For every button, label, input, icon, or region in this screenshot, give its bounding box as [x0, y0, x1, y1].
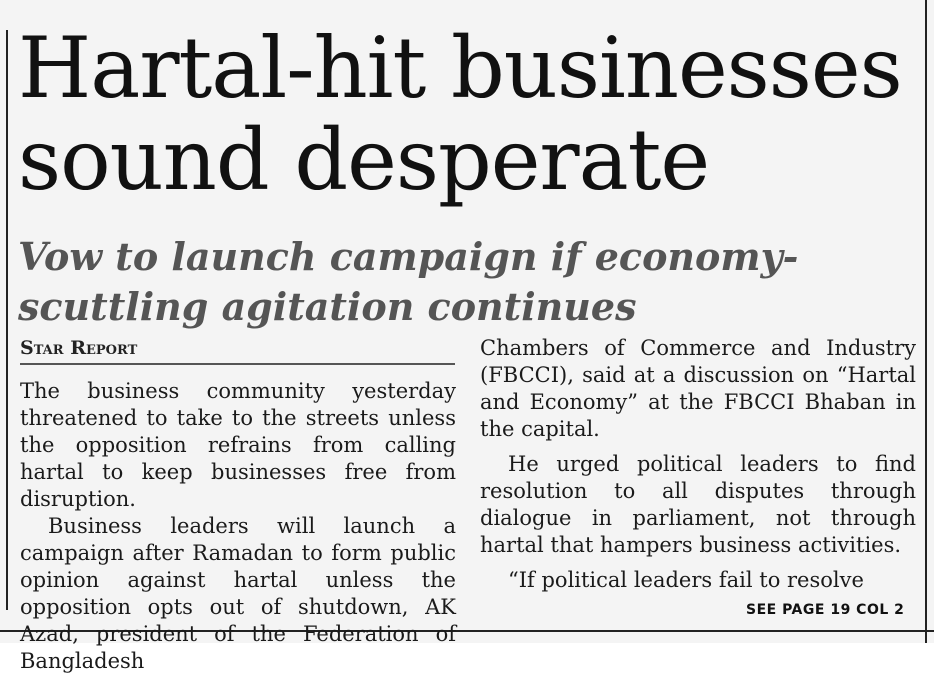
right-border-rule	[925, 0, 927, 643]
paragraph: “If political leaders fail to resolve	[508, 568, 864, 592]
article-column-1	[20, 378, 456, 675]
byline: Star Report	[20, 337, 455, 365]
subheadline: Vow to launch campaign if economy-scuttling agitation continues	[18, 234, 799, 329]
paragraph: Business leaders will launch a campaign after Ramadan to form public opinion against hartal unless the opposition opts out of shutdown, AK Azad, president of the Federation of Bangladesh	[20, 514, 456, 673]
paragraph: He urged political leaders to find resolution to all disputes through dialogue in parliament, not through hartal that hampers business activities.	[480, 452, 916, 557]
left-column-rule	[6, 30, 8, 610]
article-column-2	[480, 335, 916, 594]
paragraph: Chambers of Commerce and Industry (FBCCI), said at a discussion on “Hartal and Economy” at the FBCCI Bhaban in the capital.	[480, 336, 916, 441]
headline: Hartal-hit businesses sound desperate	[18, 19, 902, 209]
paragraph: The business community yesterday threatened to take to the streets unless the opposition refrains from calling hartal to keep businesses free from disruption.	[20, 379, 456, 511]
continuation-jump-line: SEE PAGE 19 COL 2	[746, 602, 905, 618]
